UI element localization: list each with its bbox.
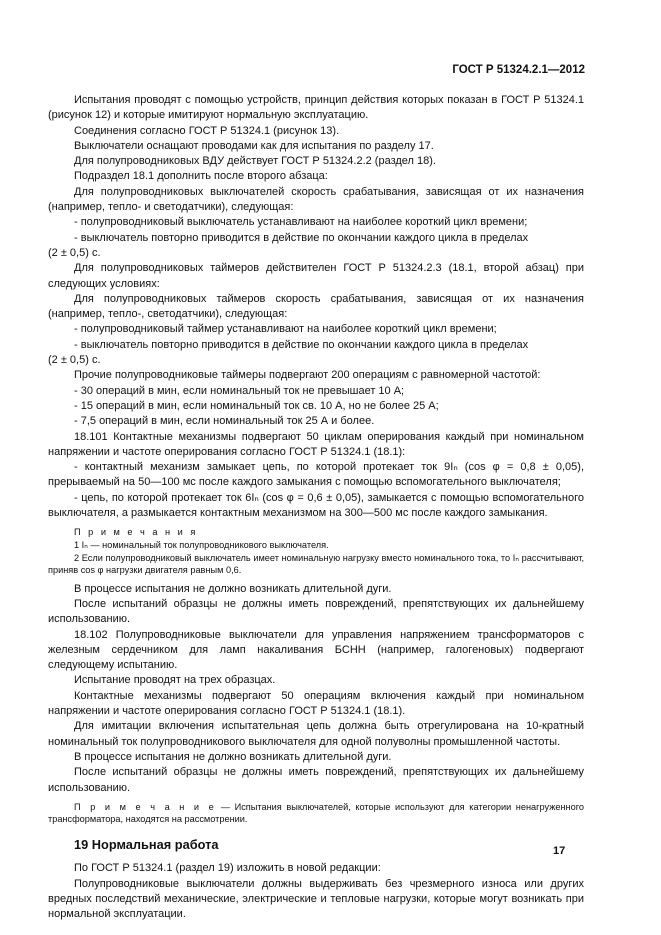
paragraph: Для полупроводниковых таймеров скорость срабатывания, зависящая от их назначения (например, тепло-, светодатчики), следующая: bbox=[48, 292, 584, 321]
paragraph: (2 ± 0,5) с. bbox=[48, 354, 101, 367]
note-text: — Испытания выключателей, которые используют для категории ненагруженного трансформатора, находятся на рассмотрении. bbox=[48, 801, 584, 825]
paragraph: Испытания проводят с помощью устройств, принцип действия которых показан в ГОСТ Р 51324.1 (рисунок 12) и которые имитируют нормальную эксплуатацию. bbox=[48, 94, 584, 122]
paragraph: 18.102 Полупроводниковые выключатели для управления напряжением трансформаторов с железным сердечником для ламп накаливания БСНН (например, галогеновых) подвергают следующему испытанию. bbox=[48, 628, 584, 672]
list-item: - выключатель повторно приводится в действие по окончании каждого цикла в пределах bbox=[74, 231, 529, 244]
list-item: - 15 операций в мин, если номинальный ток св. 10 А, но не более 25 А; bbox=[74, 399, 439, 412]
paragraph: Для полупроводниковых таймеров действителен ГОСТ Р 51324.2.3 (18.1, второй абзац) при следующих условиях: bbox=[48, 262, 584, 290]
paragraph: (2 ± 0,5) с. bbox=[48, 246, 101, 259]
paragraph: Подраздел 18.1 дополнить после второго абзаца: bbox=[74, 170, 328, 183]
list-item: - полупроводниковый таймер устанавливают на наиболее короткий цикл времени; bbox=[74, 323, 497, 336]
paragraph: После испытаний образцы не должны иметь повреждений, препятствующих их дальнейшему использованию. bbox=[48, 766, 584, 794]
paragraph: Полупроводниковые выключатели должны выдерживать без чрезмерного износа или других вредных последствий механические, электрические и тепловые нагрузки, которые могут возникать при нормальной эксплуатации. bbox=[48, 877, 584, 921]
paragraph: Выключатели оснащают проводами как для испытания по разделу 17. bbox=[74, 139, 434, 152]
paragraph: Прочие полупроводниковые таймеры подвергают 200 операциям с равномерной частотой: bbox=[74, 369, 541, 382]
paragraph: Контактные механизмы подвергают 50 операциям включения каждый при номинальном напряжении и частоте оперирования согласно ГОСТ Р 51324.1 (18.1). bbox=[48, 689, 584, 718]
notes-label: П р и м е ч а н и я bbox=[74, 527, 198, 538]
list-item: - 30 операций в мин, если номинальный ток не превышает 10 А; bbox=[74, 384, 405, 397]
paragraph: Для полупроводниковых ВДУ действует ГОСТ Р 51324.2.2 (раздел 18). bbox=[74, 155, 436, 168]
paragraph: Испытание проводят на трех образцах. bbox=[74, 674, 276, 687]
section-heading: 19 Нормальная работа bbox=[74, 837, 219, 853]
note-item: 1 Iₙ — номинальный ток полупроводникового выключателя. bbox=[74, 539, 329, 550]
page-number: 17 bbox=[553, 845, 566, 857]
list-item: - цепь, по которой протекает ток 6Iₙ (cos φ = 0,6 ± 0,05), замыкается с помощью вспомогательного выключателя, а размыкается контактным механизмом на 300—500 мс после каждого замыкания. bbox=[48, 491, 584, 520]
document-header: ГОСТ Р 51324.2.1—2012 bbox=[452, 64, 585, 76]
paragraph: Для полупроводниковых выключателей скорость срабатывания, зависящая от их назначения (например, тепло- и светодатчики), следующая: bbox=[48, 185, 584, 214]
paragraph: По ГОСТ Р 51324.1 (раздел 19) изложить в новой редакции: bbox=[74, 862, 381, 875]
paragraph: Для имитации включения испытательная цепь должна быть отрегулирована на 10-кратный номинальный ток полупроводникового выключателя для одной полуволны промышленной частоты. bbox=[48, 720, 584, 748]
note-label: П р и м е ч а н и е bbox=[74, 801, 217, 812]
notes-block bbox=[48, 526, 584, 576]
page-body bbox=[48, 93, 584, 923]
note-item: 2 Если полупроводниковый выключатель имеет номинальную нагрузку вместо номинального тока, то Iₙ рассчитывают, приняв cos φ нагрузки двигателя равным 0,6. bbox=[48, 552, 584, 576]
paragraph: В процессе испытания не должно возникать длительной дуги. bbox=[74, 750, 392, 763]
paragraph: После испытаний образцы не должны иметь повреждений, препятствующих их дальнейшему использованию. bbox=[48, 597, 584, 626]
list-item: - выключатель повторно приводится в действие по окончании каждого цикла в пределах bbox=[74, 338, 529, 351]
note-block bbox=[48, 801, 584, 826]
list-item: - контактный механизм замыкает цепь, по которой протекает ток 9Iₙ (cos φ = 0,8 ± 0,05), прерываемый на 50—100 мс после каждого замыкания с помощью вспомогательного выключателя; bbox=[48, 461, 584, 489]
paragraph: Соединения согласно ГОСТ Р 51324.1 (рисунок 13). bbox=[74, 124, 340, 137]
list-item: - полупроводниковый выключатель устанавливают на наиболее короткий цикл времени; bbox=[74, 216, 528, 229]
paragraph: В процессе испытания не должно возникать длительной дуги. bbox=[74, 582, 392, 595]
list-item: - 7,5 операций в мин, если номинальный ток 25 А и более. bbox=[74, 415, 375, 428]
paragraph: 18.101 Контактные механизмы подвергают 50 циклам оперирования каждый при номинальном напряжении и частоте оперирования согласно ГОСТ Р 51324.1 (18.1): bbox=[48, 430, 584, 458]
